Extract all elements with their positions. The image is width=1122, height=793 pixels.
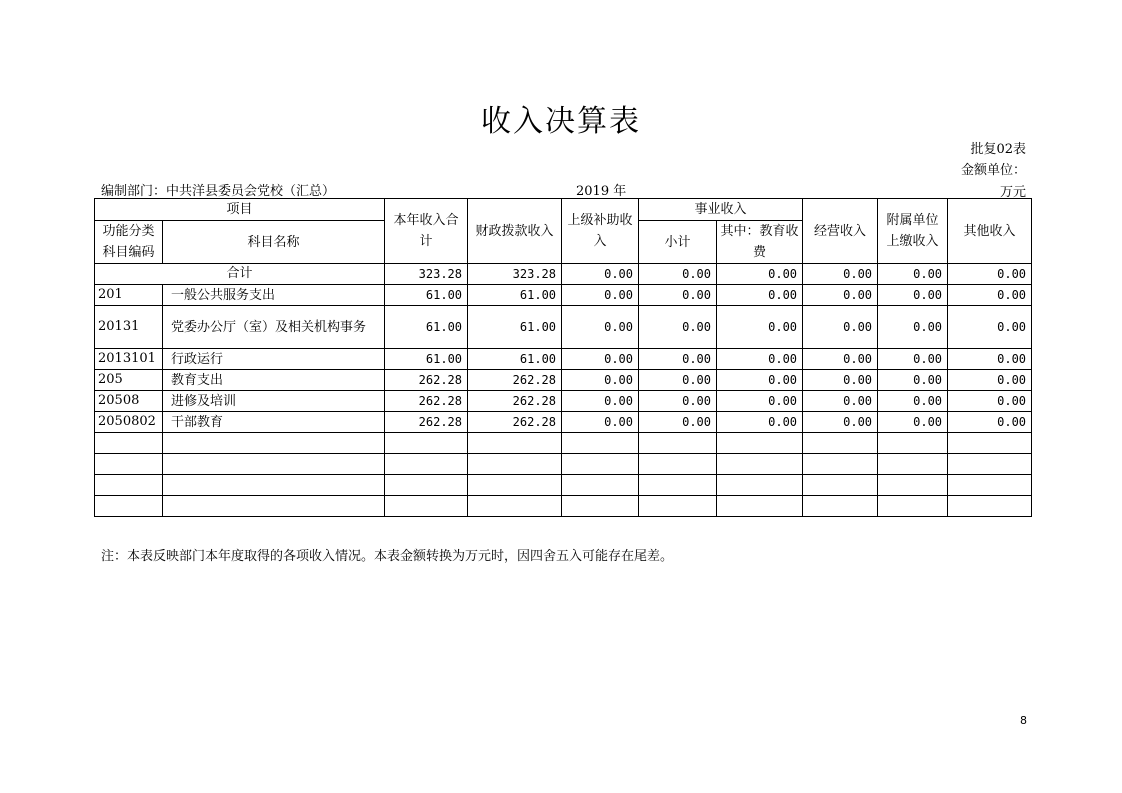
row-cell: 0.00	[717, 285, 803, 306]
row-cell: 0.00	[562, 370, 639, 391]
table-row	[95, 391, 1032, 412]
row-cell: 0.00	[803, 285, 878, 306]
header-name: 科目名称	[163, 221, 385, 264]
header-education-fee: 其中：教育收费	[717, 221, 803, 264]
row-cell: 0.00	[562, 306, 639, 349]
empty-row	[95, 475, 1032, 496]
row-name: 干部教育	[163, 412, 385, 433]
total-cell: 0.00	[562, 264, 639, 285]
row-cell: 0.00	[878, 370, 948, 391]
row-cell: 262.28	[468, 412, 562, 433]
row-cell: 0.00	[639, 391, 717, 412]
form-number: 批复02表	[970, 142, 1026, 157]
row-cell: 0.00	[948, 285, 1032, 306]
row-cell: 0.00	[562, 412, 639, 433]
row-cell: 0.00	[639, 349, 717, 370]
row-cell: 0.00	[803, 412, 878, 433]
table-row	[95, 412, 1032, 433]
row-cell: 0.00	[948, 349, 1032, 370]
row-code: 20508	[95, 391, 163, 412]
row-cell: 0.00	[717, 349, 803, 370]
row-cell: 61.00	[385, 349, 468, 370]
row-cell: 0.00	[878, 391, 948, 412]
row-cell: 0.00	[562, 391, 639, 412]
row-cell: 0.00	[717, 391, 803, 412]
total-cell: 0.00	[639, 264, 717, 285]
row-cell: 0.00	[639, 412, 717, 433]
amount-unit: 万元	[999, 185, 1026, 200]
row-cell: 0.00	[803, 391, 878, 412]
header-total-income: 本年收入合计	[385, 199, 468, 264]
header-subtotal: 小计	[639, 221, 717, 264]
row-cell: 262.28	[385, 391, 468, 412]
header-fiscal-appropriation: 财政拨款收入	[468, 199, 562, 264]
row-cell: 0.00	[878, 349, 948, 370]
row-cell: 0.00	[948, 412, 1032, 433]
empty-row	[95, 454, 1032, 475]
row-cell: 262.28	[468, 370, 562, 391]
header-affiliated-income: 附属单位上缴收入	[878, 199, 948, 264]
row-cell: 61.00	[468, 285, 562, 306]
row-cell: 0.00	[948, 391, 1032, 412]
row-cell: 0.00	[803, 370, 878, 391]
footnote: 注：本表反映部门本年度取得的各项收入情况。本表金额转换为万元时，因四舍五入可能存在尾差。	[101, 549, 674, 564]
row-cell: 0.00	[717, 306, 803, 349]
row-cell: 0.00	[562, 349, 639, 370]
row-cell: 61.00	[468, 349, 562, 370]
table-row	[95, 306, 1032, 349]
row-cell: 262.28	[385, 412, 468, 433]
row-name: 行政运行	[163, 349, 385, 370]
fiscal-year: 2019 年	[576, 184, 627, 199]
row-code: 20131	[95, 306, 163, 349]
row-cell: 0.00	[948, 370, 1032, 391]
row-cell: 0.00	[639, 370, 717, 391]
table-row	[95, 370, 1032, 391]
page-title: 收入决算表	[481, 104, 641, 139]
amount-unit-label: 金额单位：	[960, 163, 1026, 178]
row-cell: 0.00	[639, 306, 717, 349]
row-cell: 0.00	[803, 349, 878, 370]
row-cell: 0.00	[639, 285, 717, 306]
row-name: 教育支出	[163, 370, 385, 391]
row-cell: 0.00	[562, 285, 639, 306]
page-number: 8	[1020, 714, 1027, 727]
total-cell: 0.00	[717, 264, 803, 285]
row-cell: 61.00	[468, 306, 562, 349]
preparing-department: 编制部门：中共洋县委员会党校（汇总）	[101, 184, 336, 199]
empty-row	[95, 433, 1032, 454]
header-business-income: 事业收入	[639, 199, 803, 221]
table-row	[95, 349, 1032, 370]
row-cell: 0.00	[803, 306, 878, 349]
row-code: 2013101	[95, 349, 163, 370]
row-cell: 61.00	[385, 306, 468, 349]
row-name: 一般公共服务支出	[163, 285, 385, 306]
row-cell: 0.00	[717, 412, 803, 433]
total-row	[95, 264, 1032, 285]
header-item: 项目	[95, 199, 385, 221]
row-cell: 0.00	[948, 306, 1032, 349]
row-name: 党委办公厅（室）及相关机构事务	[163, 306, 385, 349]
row-cell: 61.00	[385, 285, 468, 306]
total-cell: 323.28	[385, 264, 468, 285]
header-operating-income: 经营收入	[803, 199, 878, 264]
header-other-income: 其他收入	[948, 199, 1032, 264]
row-cell: 0.00	[878, 285, 948, 306]
row-name: 进修及培训	[163, 391, 385, 412]
total-cell: 0.00	[803, 264, 878, 285]
total-cell: 0.00	[878, 264, 948, 285]
row-code: 205	[95, 370, 163, 391]
total-label: 合计	[95, 264, 385, 285]
total-cell: 0.00	[948, 264, 1032, 285]
row-cell: 262.28	[468, 391, 562, 412]
row-code: 201	[95, 285, 163, 306]
table-row	[95, 285, 1032, 306]
row-code: 2050802	[95, 412, 163, 433]
row-cell: 262.28	[385, 370, 468, 391]
empty-row	[95, 496, 1032, 517]
header-upper-subsidy: 上级补助收入	[562, 199, 639, 264]
total-cell: 323.28	[468, 264, 562, 285]
header-code: 功能分类科目编码	[95, 221, 163, 264]
row-cell: 0.00	[878, 306, 948, 349]
row-cell: 0.00	[717, 370, 803, 391]
row-cell: 0.00	[878, 412, 948, 433]
income-table	[94, 198, 1032, 517]
